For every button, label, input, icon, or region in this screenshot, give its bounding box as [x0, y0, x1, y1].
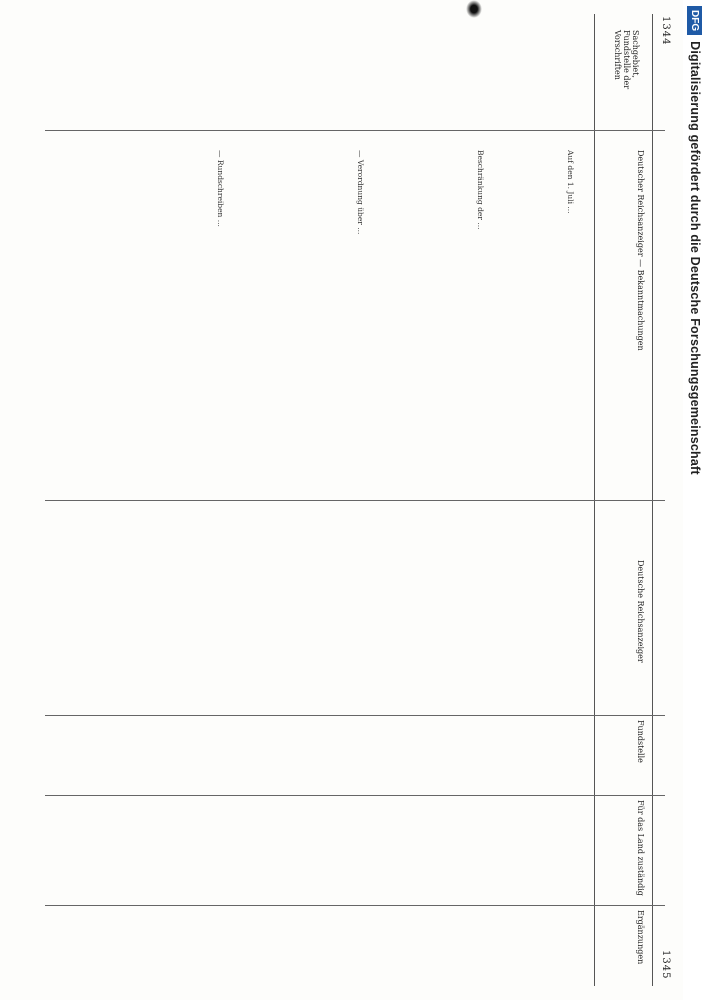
legible-line: Beschränkung der ... [476, 150, 485, 230]
column-divider [45, 130, 665, 131]
dfg-logo: DFG [688, 6, 703, 35]
column-header: Ergänzungen [636, 910, 645, 965]
dfg-sidebar [683, 0, 707, 1000]
legible-line: — Rundschreiben ... [216, 150, 225, 227]
column-header: Sachgebiet, Fundstelle der Vorschriften [613, 30, 640, 90]
dfg-funding-note: Digitalisierung gefördert durch die Deutsche Forschungsgemeinschaft [688, 41, 702, 475]
column-divider [45, 905, 665, 906]
page-number-left: 1344 [660, 16, 671, 46]
column-divider [45, 795, 665, 796]
column-header: Deutsche Reichsanzeiger [636, 560, 645, 663]
legible-line: — Verordnung über ... [356, 150, 365, 235]
column-header: Für das Land zuständig [636, 800, 645, 896]
column-header: Deutscher Reichsanzeiger — Bekanntmachungen [636, 150, 645, 351]
column-header: Fundstelle [636, 720, 645, 763]
scan-artifact [466, 0, 482, 18]
rotated-table [25, 0, 685, 1000]
column-divider [45, 715, 665, 716]
column-divider [45, 500, 665, 501]
legible-line: Auf den 1. Juli ... [566, 150, 575, 214]
page-number-right: 1345 [660, 950, 671, 980]
